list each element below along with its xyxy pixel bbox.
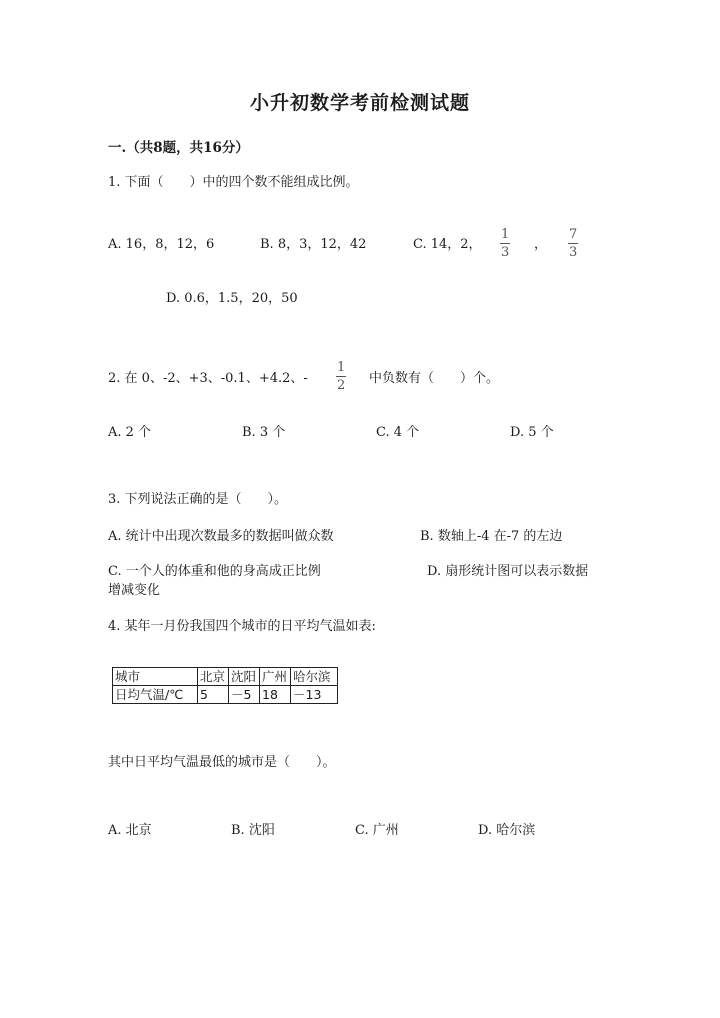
q4-option-d: D. 哈尔滨: [478, 823, 536, 838]
table-cell: 广州: [260, 668, 291, 686]
fraction-numerator: 7: [569, 227, 578, 242]
q2-stem-suffix: 中负数有（ ）个。: [369, 371, 500, 386]
q4-stem: 4. 某年一月份我国四个城市的日平均气温如表:: [108, 619, 376, 634]
q1-c-separator: ，: [534, 237, 548, 252]
q4-option-a: A. 北京: [108, 823, 152, 838]
q1-c-fraction-1: [499, 228, 511, 259]
fraction-numerator: 1: [501, 227, 510, 242]
fraction-numerator: 1: [337, 360, 346, 375]
temperature-table: [112, 667, 338, 704]
table-cell: 日均气温/℃: [113, 686, 198, 704]
q1-stem: 1. 下面（ ）中的四个数不能组成比例。: [108, 175, 359, 190]
table-cell: 沈阳: [229, 668, 260, 686]
q3-option-b: B. 数轴上-4 在-7 的左边: [420, 529, 563, 544]
q2-option-b: B. 3 个: [242, 425, 286, 440]
q1-option-d: D. 0.6，1.5，20，50: [166, 291, 298, 306]
q2-option-a: A. 2 个: [108, 425, 152, 440]
fraction-denominator: 3: [569, 245, 578, 260]
table-cell: 5: [198, 686, 229, 704]
fraction-denominator: 2: [337, 378, 346, 393]
q2-stem-prefix: 2. 在 0、-2、+3、-0.1、+4.2、-: [108, 371, 308, 386]
q4-question: 其中日平均气温最低的城市是（ ）。: [108, 755, 336, 770]
q2-option-c: C. 4 个: [376, 425, 420, 440]
q1-option-c: C. 14，2，: [413, 237, 482, 252]
table-cell: －13: [291, 686, 338, 704]
q1-c-fraction-2: [567, 228, 579, 259]
fraction-bar: [336, 376, 346, 377]
q2-option-d: D. 5 个: [510, 425, 554, 440]
table-cell: 城市: [113, 668, 198, 686]
q4-option-c: C. 广州: [355, 823, 399, 838]
q2-fraction: [335, 361, 347, 392]
q3-option-c: C. 一个人的体重和他的身高成正比例: [108, 564, 321, 579]
q1-option-b: B. 8，3，12，42: [260, 237, 367, 252]
table-header-row: [113, 668, 338, 686]
table-cell: －5: [229, 686, 260, 704]
table-cell: 18: [260, 686, 291, 704]
fraction-bar: [500, 243, 510, 244]
q4-option-b: B. 沈阳: [231, 823, 275, 838]
q3-option-d-line1: D. 扇形统计图可以表示数据: [427, 564, 589, 579]
table-row: [113, 686, 338, 704]
table-cell: 哈尔滨: [291, 668, 338, 686]
fraction-bar: [568, 243, 578, 244]
table-cell: 北京: [198, 668, 229, 686]
q3-stem: 3. 下列说法正确的是（ ）。: [108, 492, 288, 507]
page-title: 小升初数学考前检测试题: [249, 92, 470, 114]
q1-option-a: A. 16，8，12，6: [108, 237, 215, 252]
fraction-denominator: 3: [501, 245, 510, 260]
q3-option-d-line2: 增减变化: [108, 583, 161, 598]
q3-option-a: A. 统计中出现次数最多的数据叫做众数: [108, 529, 334, 544]
section-heading: 一.（共8题，共16分）: [108, 140, 249, 156]
